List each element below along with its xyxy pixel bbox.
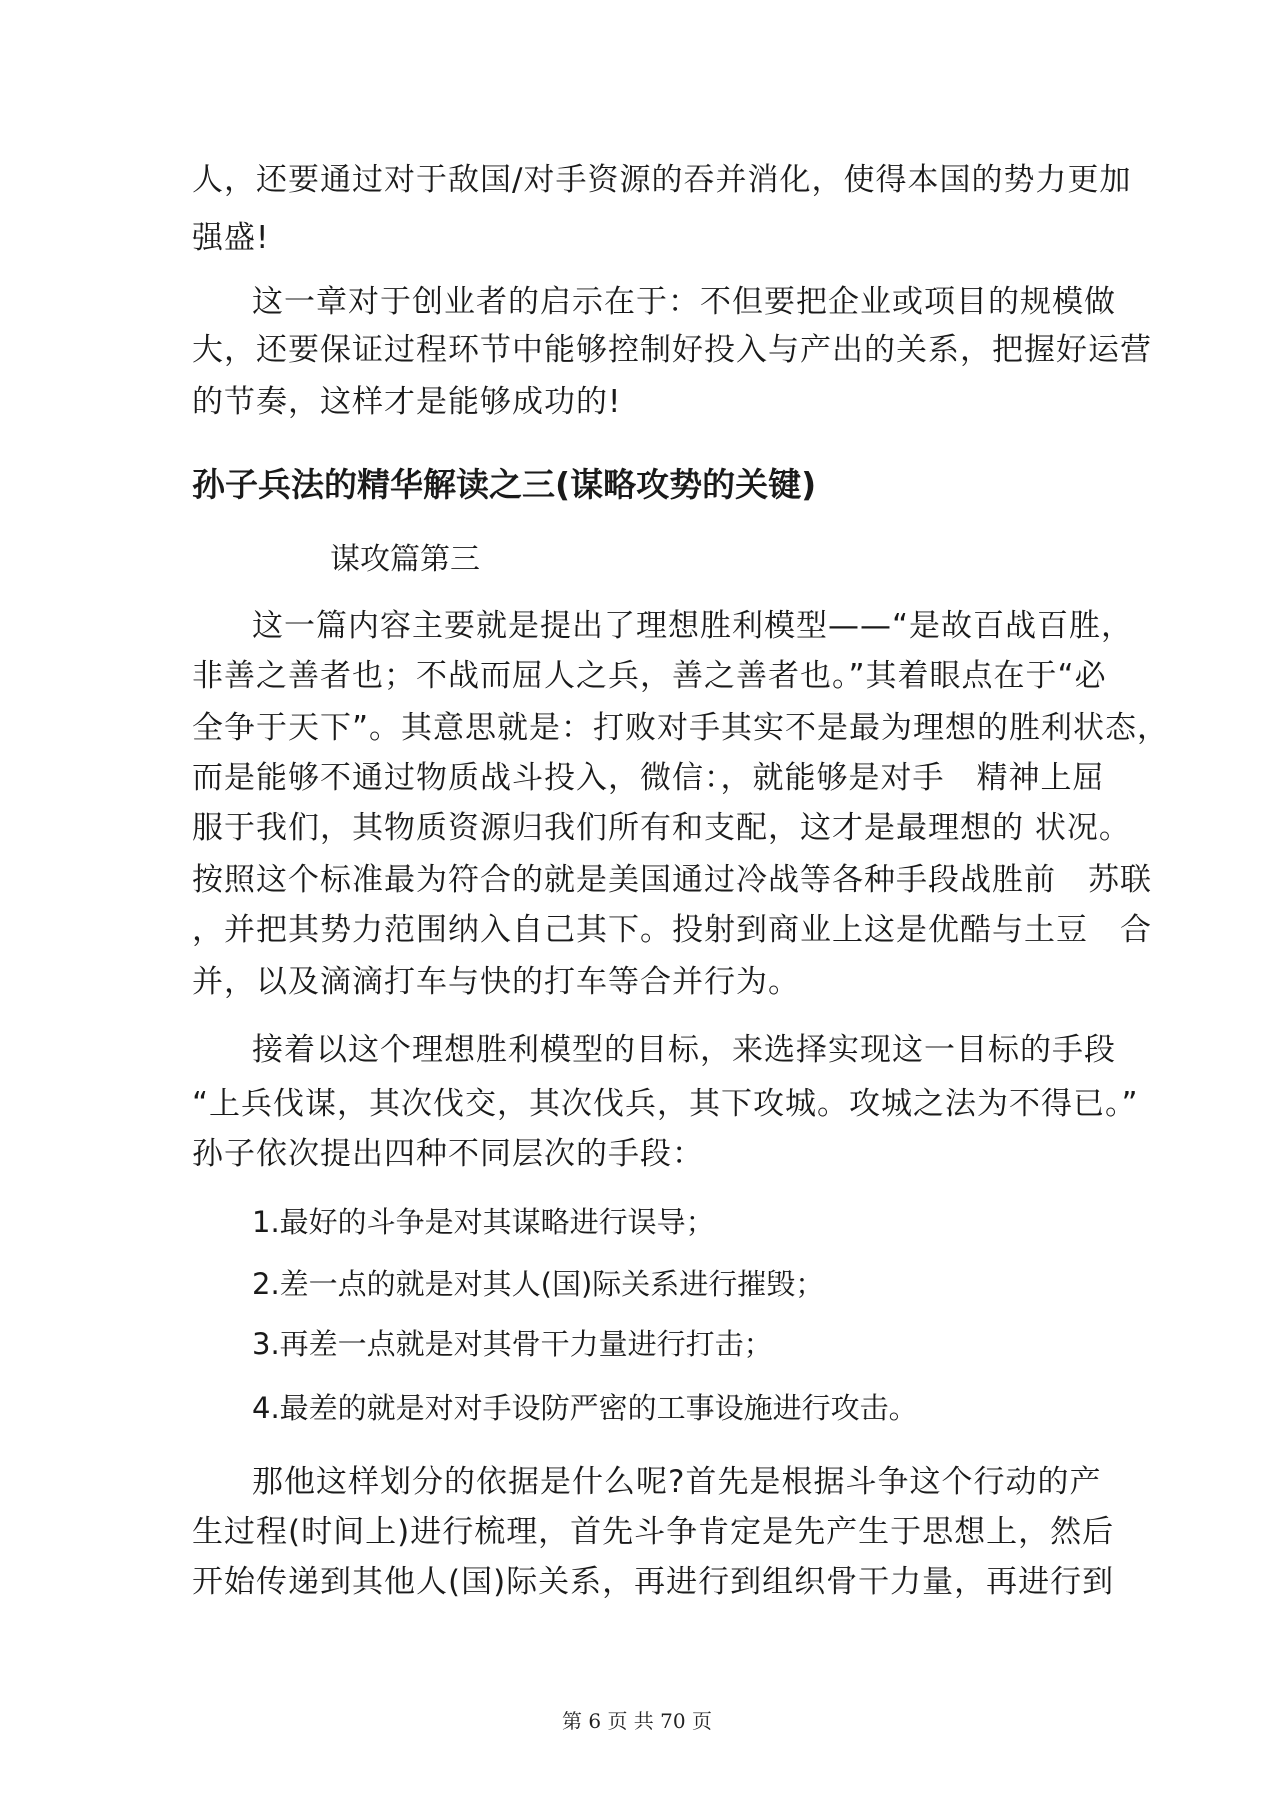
paragraph-line: 人，还要通过对于敌国/对手资源的吞并消化，使得本国的势力更加 bbox=[192, 162, 1132, 198]
paragraph-line: ，并把其势力范围纳入自己其下。投射到商业上这是优酷与土豆 合 bbox=[192, 912, 1152, 948]
paragraph-line: 生过程(时间上)进行梳理，首先斗争肯定是先产生于思想上，然后 bbox=[192, 1514, 1115, 1550]
chapter-subtitle: 谋攻篇第三 bbox=[330, 542, 480, 577]
paragraph-line: 开始传递到其他人(国)际关系，再进行到组织骨干力量，再进行到 bbox=[192, 1564, 1115, 1600]
paragraph-line: 按照这个标准最为符合的就是美国通过冷战等各种手段战胜前 苏联 bbox=[192, 862, 1152, 898]
paragraph-line: 大，还要保证过程环节中能够控制好投入与产出的关系，把握好运营 bbox=[192, 332, 1152, 368]
list-item: 3.再差一点就是对其骨干力量进行打击； bbox=[252, 1327, 773, 1361]
paragraph-line: 非善之善者也；不战而屈人之兵，善之善者也。”其着眼点在于“必 bbox=[192, 658, 1107, 694]
paragraph-line: 孙子依次提出四种不同层次的手段： bbox=[192, 1136, 704, 1172]
paragraph-line: 强盛! bbox=[192, 220, 270, 256]
paragraph-line: 并，以及滴滴打车与快的打车等合并行为。 bbox=[192, 964, 800, 1000]
paragraph-line: 那他这样划分的依据是什么呢?首先是根据斗争这个行动的产 bbox=[252, 1464, 1102, 1500]
paragraph-line: 接着以这个理想胜利模型的目标，来选择实现这一目标的手段 bbox=[252, 1032, 1116, 1068]
paragraph-line: 全争于天下”。其意思就是：打败对手其实不是最为理想的胜利状态， bbox=[192, 710, 1170, 746]
paragraph-line: “上兵伐谋，其次伐交，其次伐兵，其下攻城。攻城之法为不得已。” bbox=[192, 1086, 1139, 1122]
section-title: 孙子兵法的精华解读之三(谋略攻势的关键) bbox=[192, 465, 817, 504]
list-item: 1.最好的斗争是对其谋略进行误导； bbox=[252, 1205, 715, 1239]
paragraph-line: 这一章对于创业者的启示在于：不但要把企业或项目的规模做 bbox=[252, 284, 1116, 320]
paragraph-line: 而是能够不通过物质战斗投入，微信：，就能够是对手 精神上屈 bbox=[192, 760, 1105, 796]
page-number-footer: 第 6 页 共 70 页 bbox=[562, 1709, 712, 1733]
paragraph-line: 服于我们，其物质资源归我们所有和支配，这才是最理想的 状况。 bbox=[192, 810, 1131, 846]
list-item: 4.最差的就是对对手设防严密的工事设施进行攻击。 bbox=[252, 1391, 918, 1425]
paragraph-line: 这一篇内容主要就是提出了理想胜利模型——“是故百战百胜， bbox=[252, 608, 1134, 644]
paragraph-line: 的节奏，这样才是能够成功的! bbox=[192, 384, 622, 420]
list-item: 2.差一点的就是对其人(国)际关系进行摧毁； bbox=[252, 1267, 825, 1301]
